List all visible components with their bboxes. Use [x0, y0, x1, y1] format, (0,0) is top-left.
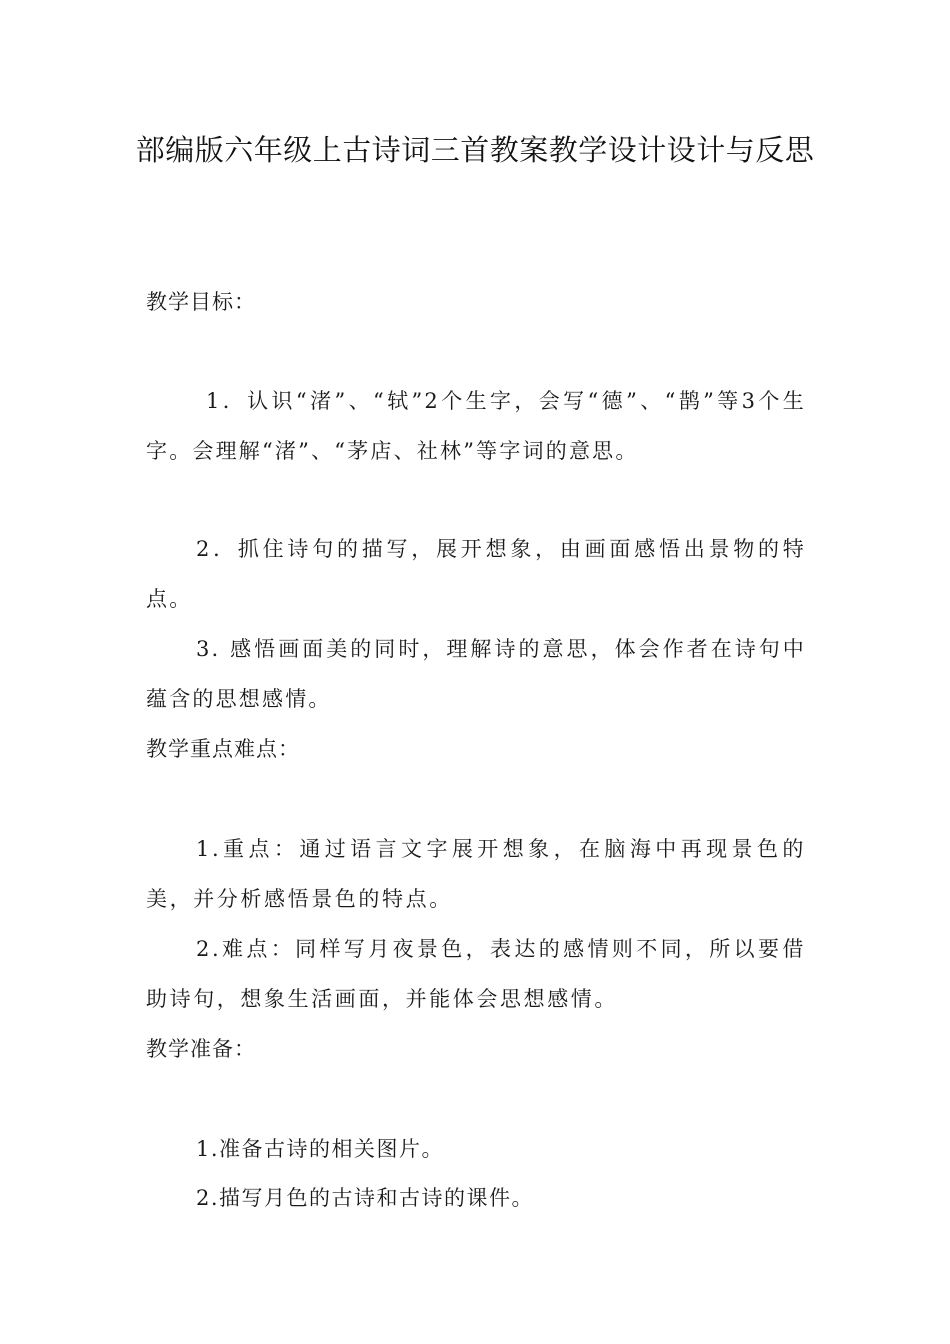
preparation-heading: 教学准备：: [146, 1037, 256, 1061]
document-title: 部编版六年级上古诗词三首教案教学设计设计与反思: [135, 133, 815, 167]
objectives-heading: 教学目标：: [146, 290, 256, 314]
key-point-item-2: 2.难点：同样写月夜景色，表达的感情则不同，所以要借助诗句，想象生活画面，并能体会思想感情。: [146, 937, 806, 1011]
preparation-item-2: 2.描写月色的古诗和古诗的课件。: [196, 1186, 535, 1210]
preparation-item-1: 1.准备古诗的相关图片。: [196, 1137, 445, 1161]
objective-item-3: 3. 感悟画面美的同时，理解诗的意思，体会作者在诗句中蕴含的思想感情。: [146, 637, 806, 711]
key-points-heading: 教学重点难点：: [146, 737, 300, 761]
objective-item-1: 1．认识“渚”、“轼”2个生字，会写“德”、“鹊”等3个生字。会理解“渚”、“茅店、社林”等字词的意思。: [146, 389, 806, 463]
objective-item-2: 2．抓住诗句的描写，展开想象，由画面感悟出景物的特点。: [146, 537, 806, 611]
key-point-item-1: 1.重点：通过语言文字展开想象，在脑海中再现景色的美，并分析感悟景色的特点。: [146, 837, 806, 911]
